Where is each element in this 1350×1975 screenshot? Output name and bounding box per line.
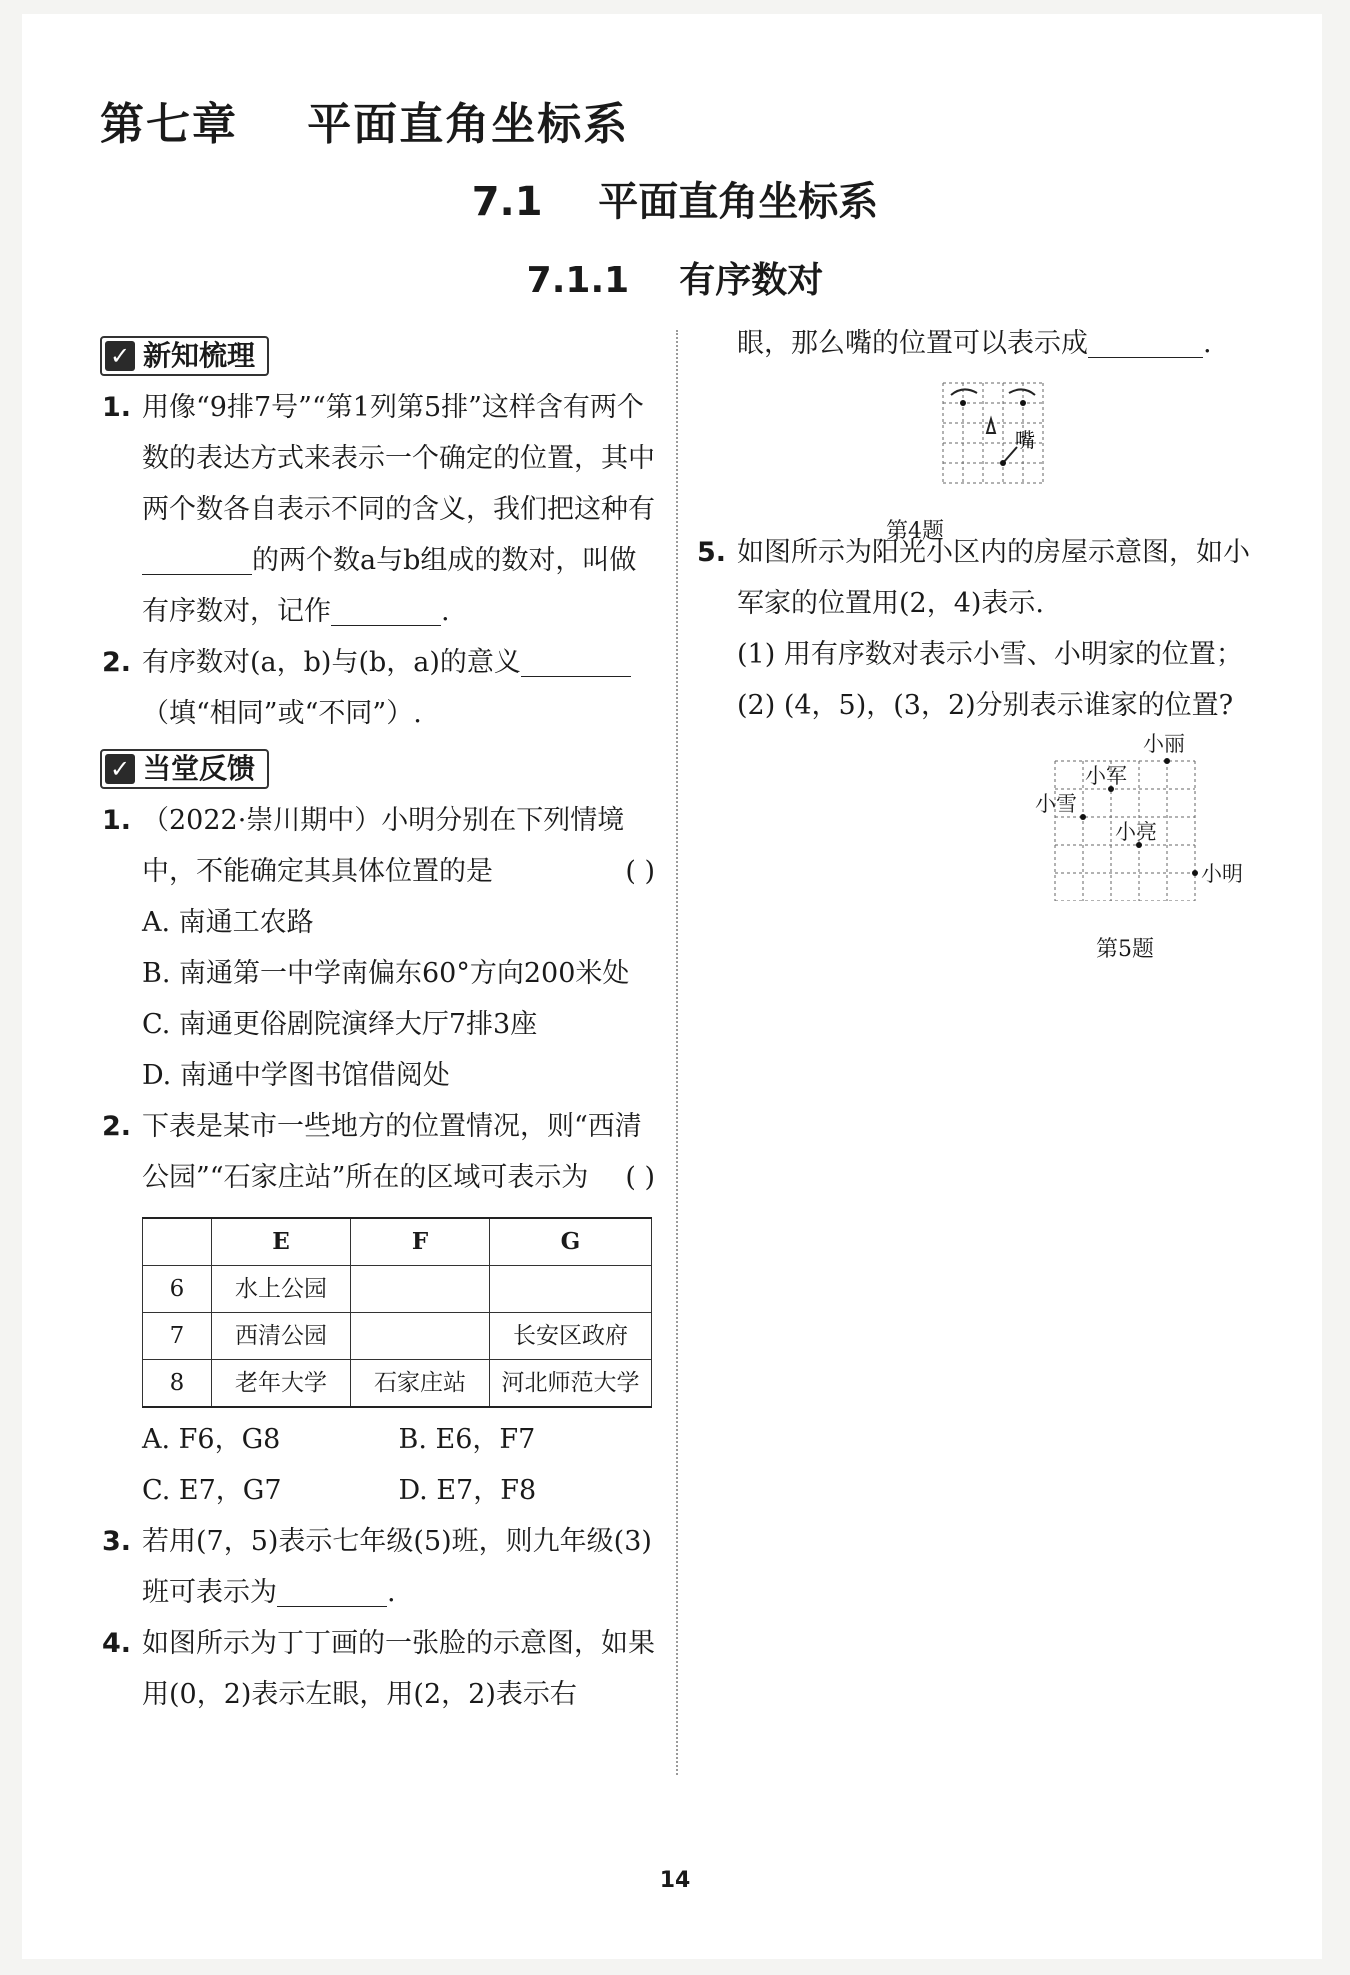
xiaoli-dot xyxy=(1164,758,1170,764)
question-number: 3. xyxy=(102,1526,132,1557)
feedback-question-2 xyxy=(100,1101,655,1203)
left-column xyxy=(100,330,655,1720)
options-row xyxy=(100,1465,655,1516)
question-5-sub-2: (2) (4，5)，(3，2)分别表示谁家的位置? xyxy=(737,690,1234,721)
question-text: . xyxy=(441,596,450,627)
table-header-cell xyxy=(143,1218,212,1266)
question-text: 如图所示为阳光小区内的房屋示意图，如小军家的位置用(2，4)表示. xyxy=(737,537,1250,619)
figure-caption: 第4题 xyxy=(886,519,944,544)
housing-grid-svg xyxy=(695,731,1255,901)
question-5-sub-1: (1) 用有序数对表示小雪、小明家的位置； xyxy=(737,639,1243,670)
feedback-question-5 xyxy=(695,527,1255,629)
feedback-question-3 xyxy=(100,1516,655,1618)
badge-feedback-label: 当堂反馈 xyxy=(143,752,256,785)
badge-knowledge-label: 新知梳理 xyxy=(143,339,256,372)
table-row xyxy=(143,1360,652,1408)
table-cell: 7 xyxy=(143,1313,212,1360)
option-d: D. 南通中学图书馆借阅处 xyxy=(142,1060,450,1091)
answer-blank[interactable] xyxy=(1088,325,1203,358)
table-cell xyxy=(351,1266,490,1313)
table-header-cell: E xyxy=(212,1218,351,1266)
question-text: 的两个数a与b组成的数对，叫做有序数对，记作 xyxy=(142,545,637,627)
face-figure xyxy=(695,377,1255,544)
right-eye-dot xyxy=(1020,400,1026,406)
table-header-cell: G xyxy=(490,1218,652,1266)
left-eye-dot xyxy=(960,400,966,406)
question-number: 5. xyxy=(697,537,727,568)
question-number: 1. xyxy=(102,805,132,836)
option-a: A. F6，G8 xyxy=(142,1424,281,1455)
table-cell xyxy=(351,1313,490,1360)
table-cell: 河北师范大学 xyxy=(490,1360,652,1408)
feedback-question-1 xyxy=(100,795,655,897)
options-row xyxy=(100,1414,655,1465)
xiaoming-dot xyxy=(1192,870,1198,876)
location-table xyxy=(142,1217,652,1408)
option-b: B. E6，F7 xyxy=(398,1424,536,1455)
label-xiaoming: 小明 xyxy=(1201,862,1243,886)
table-cell: 西清公园 xyxy=(212,1313,351,1360)
question-text: 用像“9排7号”“第1列第5排”这样含有两个数的表达方式来表示一个确定的位置，其中两个数各自表示不同的含义，我们把这种有 xyxy=(142,392,655,525)
answer-parentheses[interactable]: ( ) xyxy=(625,856,655,887)
question-text: . xyxy=(387,1577,396,1608)
answer-blank[interactable] xyxy=(521,644,631,677)
right-eyebrow xyxy=(1009,389,1035,395)
label-xiaoxue: 小雪 xyxy=(1035,792,1077,816)
question-text: （2022·崇川期中）小明分别在下列情境中，不能确定其具体位置的是 xyxy=(142,805,625,887)
knowledge-question-1 xyxy=(100,382,655,637)
option-d: D. E7，F8 xyxy=(398,1475,537,1506)
table-header-cell: F xyxy=(351,1218,490,1266)
table-cell: 水上公园 xyxy=(212,1266,351,1313)
table-cell: 老年大学 xyxy=(212,1360,351,1408)
subsection-title: 7.1.1 有序数对 xyxy=(526,260,824,301)
question-number: 2. xyxy=(102,647,132,678)
question-text: 眼，那么嘴的位置可以表示成 xyxy=(737,328,1088,359)
xiaoxue-dot xyxy=(1080,814,1086,820)
answer-blank[interactable] xyxy=(331,593,441,626)
question-text: 如图所示为丁丁画的一张脸的示意图，如果用(0，2)表示左眼，用(2，2)表示右 xyxy=(142,1628,655,1710)
table-row xyxy=(143,1313,652,1360)
question-4-continued xyxy=(695,318,1255,369)
housing-figure xyxy=(695,731,1255,962)
mouth-label: 嘴 xyxy=(1015,428,1035,452)
answer-blank[interactable] xyxy=(142,542,252,575)
chapter-title: 第七章 平面直角坐标系 xyxy=(100,99,630,150)
option-c: C. E7，G7 xyxy=(142,1475,282,1506)
question-number: 4. xyxy=(102,1628,132,1659)
option-c: C. 南通更俗剧院演绎大厅7排3座 xyxy=(142,1009,538,1040)
label-xiaoliang: 小亮 xyxy=(1115,820,1157,844)
table-cell: 6 xyxy=(143,1266,212,1313)
answer-parentheses[interactable]: ( ) xyxy=(625,1162,655,1193)
section-title: 7.1 平面直角坐标系 xyxy=(471,179,879,225)
checkbox-icon: ✓ xyxy=(105,754,135,784)
table-row xyxy=(143,1266,652,1313)
option-a: A. 南通工农路 xyxy=(142,907,314,938)
knowledge-question-2 xyxy=(100,637,655,739)
nose xyxy=(987,419,995,433)
table-cell: 8 xyxy=(143,1360,212,1408)
badge-knowledge xyxy=(100,336,269,376)
question-number: 1. xyxy=(102,392,132,423)
question-text: 若用(7，5)表示七年级(5)班，则九年级(3)班可表示为 xyxy=(142,1526,652,1608)
option-b: B. 南通第一中学南偏东60°方向200米处 xyxy=(142,958,630,989)
right-column xyxy=(695,318,1255,962)
checkbox-icon: ✓ xyxy=(105,341,135,371)
feedback-question-4 xyxy=(100,1618,655,1720)
question-text: 有序数对(a，b)与(b，a)的意义 xyxy=(142,647,521,678)
badge-feedback xyxy=(100,749,269,789)
mouth-dot xyxy=(1000,460,1006,466)
question-number: 2. xyxy=(102,1111,132,1142)
left-eyebrow xyxy=(951,389,977,395)
table-cell: 石家庄站 xyxy=(351,1360,490,1408)
question-text: 下表是某市一些地方的位置情况，则“西清公园”“石家庄站”所在的区域可表示为 xyxy=(142,1111,642,1193)
label-xiaoli: 小丽 xyxy=(1143,732,1185,756)
question-text: . xyxy=(1203,328,1212,359)
question-text: （填“相同”或“不同”）. xyxy=(142,698,422,729)
label-xiaojun: 小军 xyxy=(1085,764,1127,788)
figure-caption: 第5题 xyxy=(1096,937,1154,962)
table-cell: 长安区政府 xyxy=(490,1313,652,1360)
answer-blank[interactable] xyxy=(277,1574,387,1607)
page-number: 14 xyxy=(659,1868,691,1893)
table-header-row xyxy=(143,1218,652,1266)
face-grid-svg xyxy=(695,377,1255,489)
table-cell xyxy=(490,1266,652,1313)
